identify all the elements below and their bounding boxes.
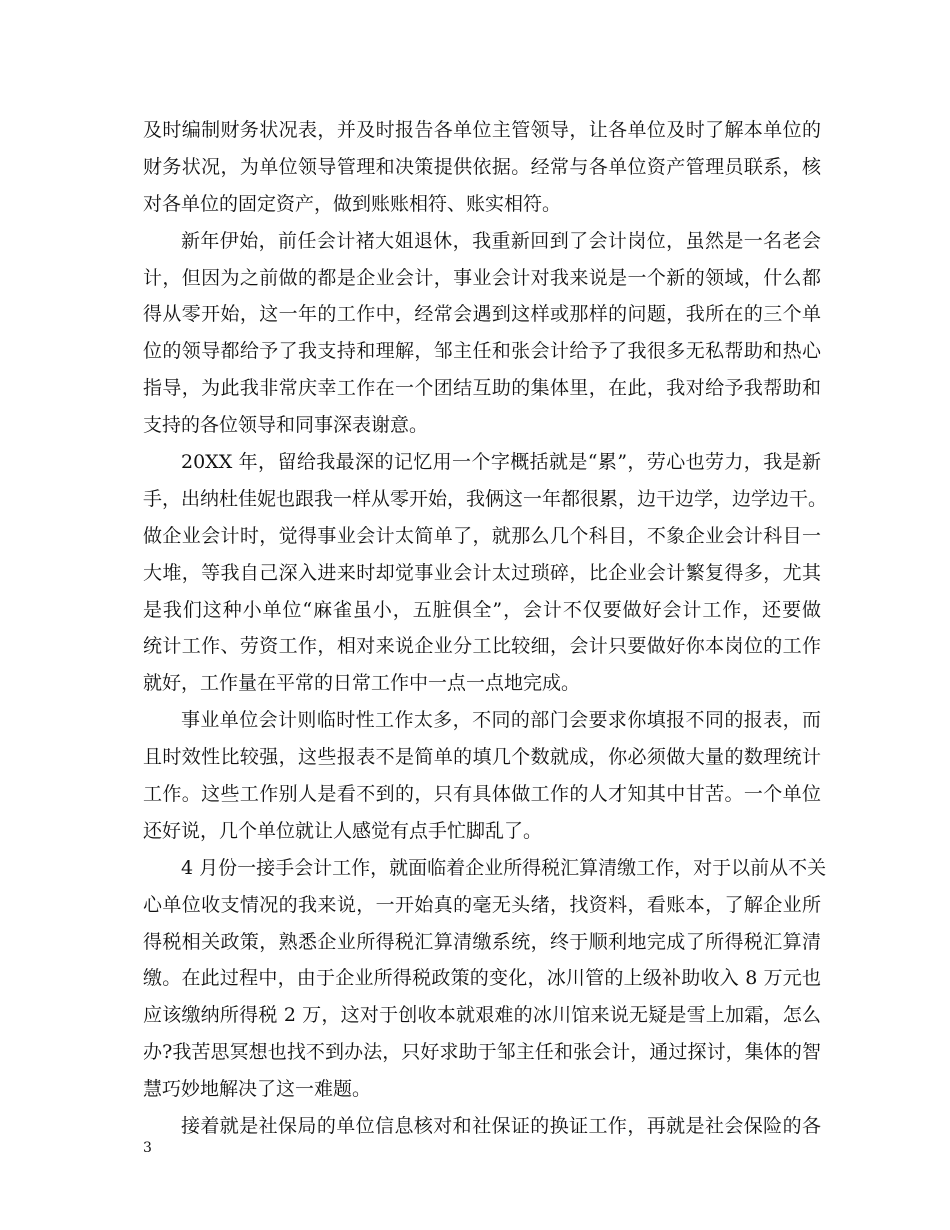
text-line: 做企业会计时，觉得事业会计太简单了，就那么几个科目，不象企业会计科目一: [143, 524, 821, 547]
text-line: 支持的各位领导和同事深表谢意。: [143, 414, 429, 437]
text-line: 20XX 年，留给我最深的记忆用一个字概括就是“累”，劳心也劳力，我是新: [181, 451, 821, 474]
text-line: 心单位收支情况的我来说，一开始真的毫无头绪，找资料，看账本，了解企业所: [143, 893, 821, 916]
text-line: 接着就是社保局的单位信息核对和社保证的换证工作，再就是社会保险的各: [181, 1115, 821, 1138]
text-line: 统计工作、劳资工作，相对来说企业分工比较细，会计只要做好你本岗位的工作: [143, 635, 821, 658]
text-line: 计，但因为之前做的都是企业会计，事业会计对我来说是一个新的领域，什么都: [143, 266, 821, 289]
text-line: 新年伊始，前任会计褚大姐退休，我重新回到了会计岗位，虽然是一名老会: [181, 229, 821, 252]
text-line: 就好，工作量在平常的日常工作中一点一点地完成。: [143, 672, 581, 695]
text-line: 4 月份一接手会计工作，就面临着企业所得税汇算清缴工作，对于以前从不关: [181, 856, 827, 879]
text-line: 及时编制财务状况表，并及时报告各单位主管领导，让各单位及时了解本单位的: [143, 119, 821, 141]
text-line: 指导，为此我非常庆幸工作在一个团结互助的集体里，在此，我对给予我帮助和: [143, 377, 821, 400]
text-line: 工作。这些工作别人是看不到的，只有具体做工作的人才知其中甘苦。一个单位: [143, 783, 821, 806]
text-line: 还好说，几个单位就让人感觉有点手忙脚乱了。: [143, 819, 543, 842]
text-line: 缴。在此过程中，由于企业所得税政策的变化，冰川管的上级补助收入 8 万元也: [143, 967, 821, 990]
text-line: 财务状况，为单位领导管理和决策提供依据。经常与各单位资产管理员联系，核: [143, 155, 821, 178]
text-line: 办?我苦思冥想也找不到办法，只好求助于邹主任和张会计，通过探讨，集体的智: [143, 1041, 821, 1064]
text-line: 是我们这种小单位“麻雀虽小，五脏俱全”，会计不仅要做好会计工作，还要做: [143, 598, 821, 621]
text-line: 事业单位会计则临时性工作太多，不同的部门会要求你填报不同的报表，而: [181, 709, 821, 732]
text-line: 对各单位的固定资产，做到账账相符、账实相符。: [143, 192, 562, 215]
text-line: 大堆，等我自己深入进来时却觉事业会计太过琐碎，比企业会计繁复得多，尤其: [143, 561, 821, 584]
text-line: 慧巧妙地解决了这一难题。: [143, 1078, 372, 1101]
body-text: [143, 112, 828, 1145]
text-line: 得从零开始，这一年的工作中，经常会遇到这样或那样的问题，我所在的三个单: [143, 303, 821, 326]
text-line: 位的领导都给予了我支持和理解，邹主任和张会计给予了我很多无私帮助和热心: [143, 340, 821, 363]
text-line: 得税相关政策，熟悉企业所得税汇算清缴系统，终于顺利地完成了所得税汇算清: [143, 930, 821, 953]
text-line: 且时效性比较强，这些报表不是简单的填几个数就成，你必须做大量的数理统计: [143, 746, 821, 769]
text-line: 手，出纳杜佳妮也跟我一样从零开始，我俩这一年都很累，边干边学，边学边干。: [143, 487, 828, 510]
page-number: 3: [143, 1140, 152, 1156]
text-line: 应该缴纳所得税 2 万，这对于创收本就艰难的冰川馆来说无疑是雪上加霜，怎么: [143, 1004, 821, 1027]
